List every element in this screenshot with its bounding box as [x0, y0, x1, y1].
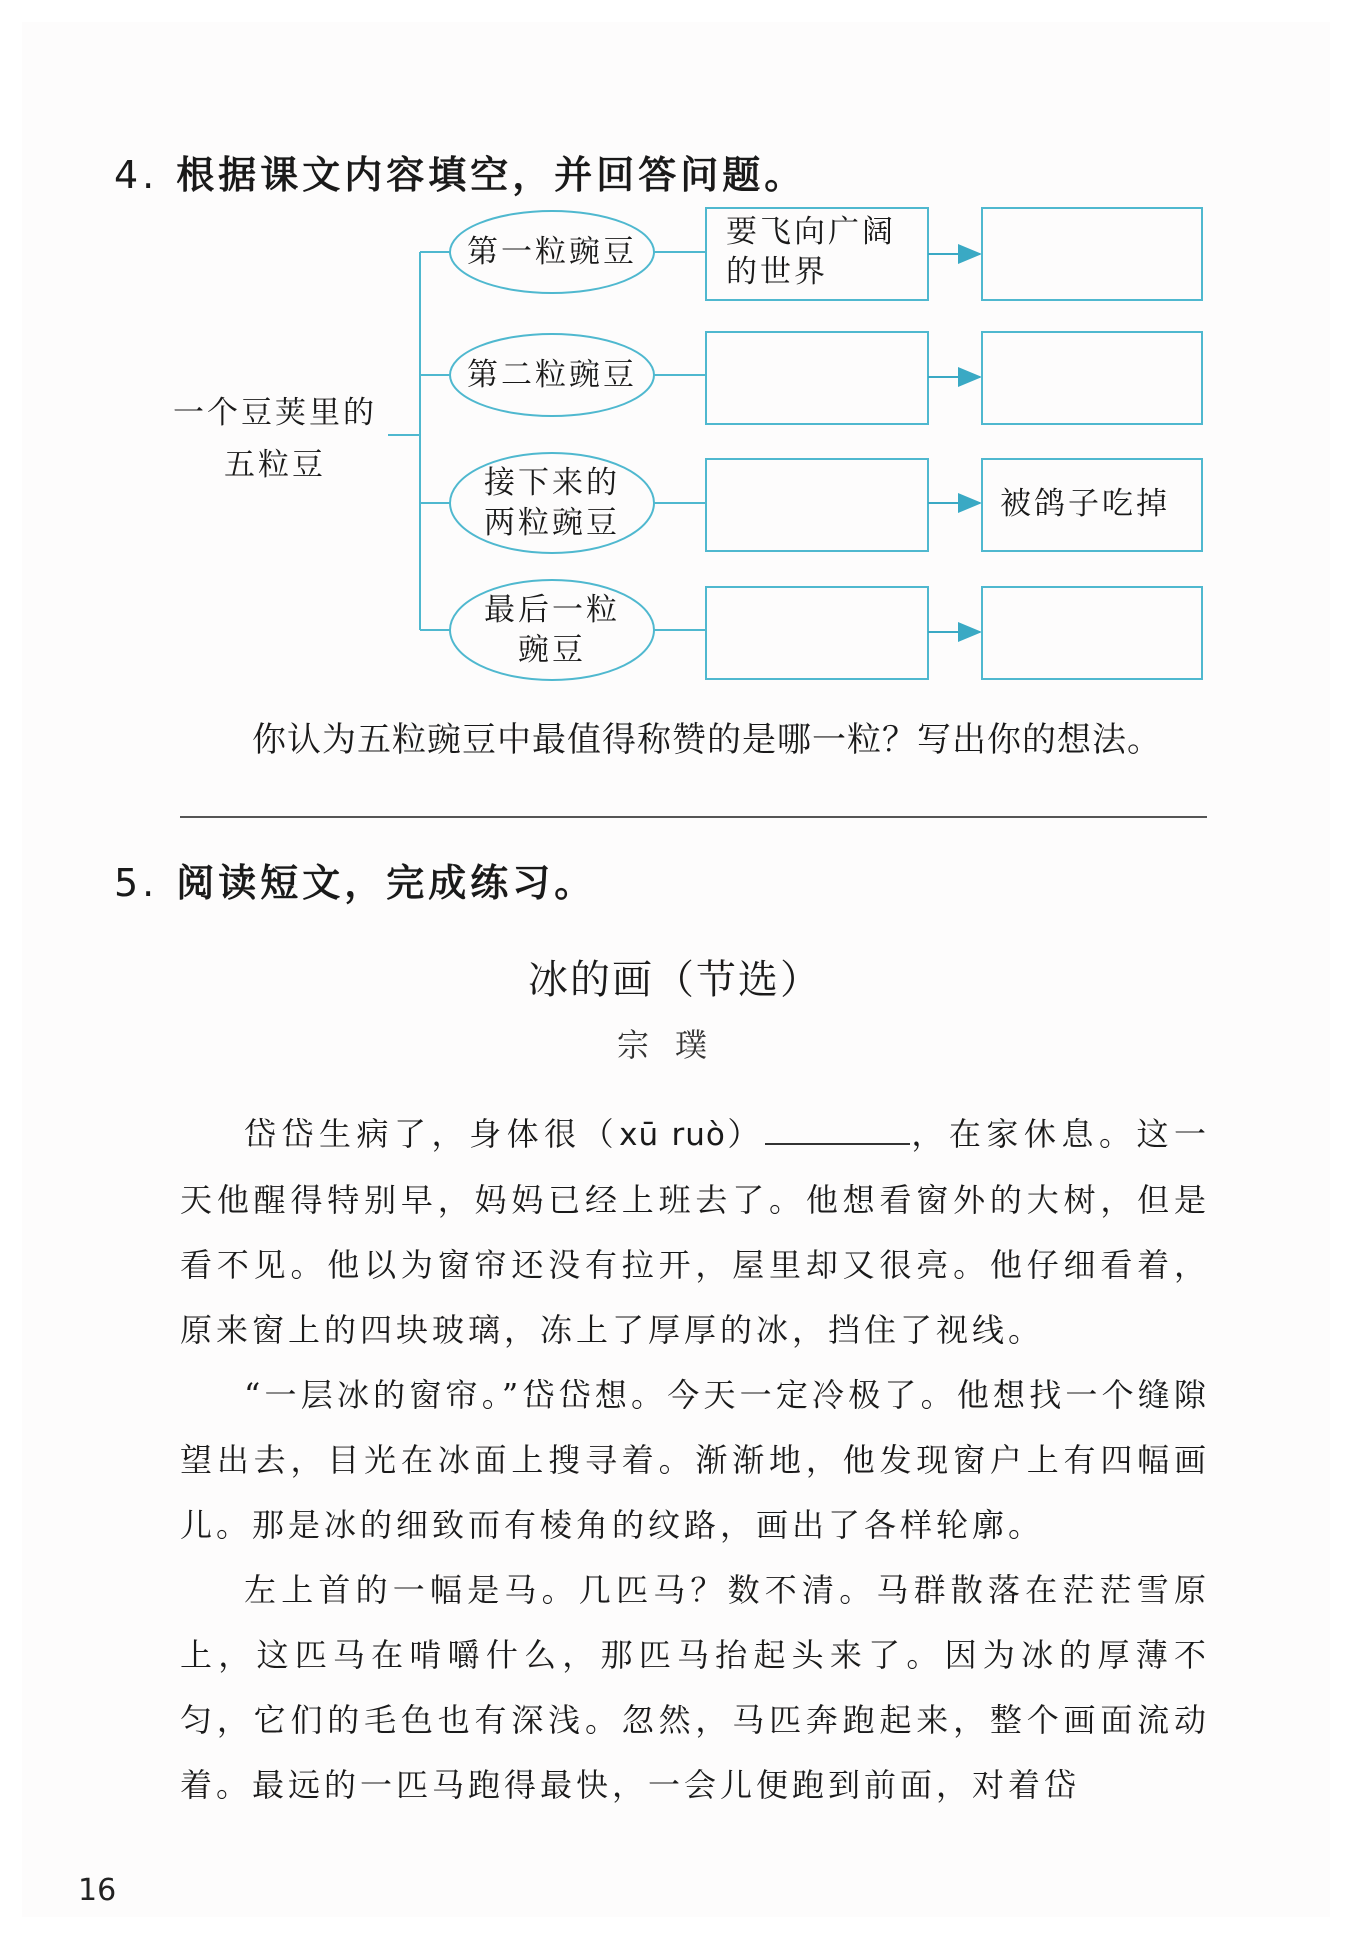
branch-1-box-2	[982, 208, 1202, 300]
fill-blank[interactable]	[765, 1111, 910, 1145]
branch-3-box-2-text	[1000, 484, 1200, 524]
root-label-line-2: 五粒豆	[224, 447, 326, 483]
branch-1-box-1-line-2: 的世界	[726, 254, 828, 290]
question-5-text: 阅读短文，完成练习。	[176, 861, 597, 905]
branch-3-label-line-2: 两粒豌豆	[484, 505, 620, 541]
branch-1-box-1-line-1: 要飞向广阔	[726, 214, 896, 250]
root-label-line-1: 一个豆荚里的	[173, 395, 377, 431]
branch-4-label-line-2: 豌豆	[518, 632, 586, 668]
root-label	[160, 393, 390, 485]
branch-3-box-1	[706, 459, 928, 551]
article-paragraph-1	[180, 1102, 1210, 1363]
question-4-prompt: 你认为五粒豌豆中最值得称赞的是哪一粒？写出你的想法。	[252, 720, 1162, 760]
branch-4-box-1	[706, 587, 928, 679]
question-5-number: 5.	[114, 861, 159, 905]
branch-3-label	[450, 463, 654, 543]
branch-2-label-line-1: 第二粒豌豆	[467, 357, 637, 393]
p1-after-text: ，在家休息。这一天他醒得特别早，妈妈已经上班去了。他想看窗外的大树，但是看不见。他以为窗帘还没有拉开，屋里却又很亮。他仔细看着，原来窗上的四块玻璃，冻上了厚厚的冰，挡住了视线。	[180, 1115, 1210, 1349]
branch-4-label	[450, 590, 654, 670]
article-paragraph-2: “一层冰的窗帘。”岱岱想。今天一定冷极了。他想找一个缝隙望出去，目光在冰面上搜寻着。渐渐地，他发现窗户上有四幅画儿。那是冰的细致而有棱角的纹路，画出了各样轮廓。	[180, 1376, 1210, 1544]
branch-1-label-line-1: 第一粒豌豆	[467, 234, 637, 270]
branch-4-label-line-1: 最后一粒	[484, 592, 620, 628]
branch-2-box-2	[982, 332, 1202, 424]
article-paragraph-3: 左上首的一幅是马。几匹马？数不清。马群散落在茫茫雪原上，这匹马在啃嚼什么，那匹马抬起头来了。因为冰的厚薄不匀，它们的毛色也有深浅。忽然，马匹奔跑起来，整个画面流动着。最远的一匹马跑得最快，一会儿便跑到前面，对着岱	[180, 1571, 1210, 1804]
question-5-title	[114, 852, 596, 907]
p1-close-paren: ）	[725, 1115, 765, 1153]
question-4-text: 根据课文内容填空，并回答问题。	[176, 153, 807, 197]
branch-1-box-1-text	[726, 212, 926, 292]
branch-3-label-line-1: 接下来的	[484, 465, 620, 501]
answer-line[interactable]	[180, 816, 1207, 818]
tree-diagram	[0, 0, 1350, 720]
p1-before-text: 岱岱生病了，身体很（	[244, 1115, 620, 1153]
article-body	[180, 1102, 1210, 1818]
branch-3-box-2-line-1: 被鸽子吃掉	[1000, 486, 1170, 522]
page-number: 16	[78, 1873, 117, 1908]
branch-2-label	[450, 355, 654, 395]
article-title: 冰的画（节选）	[528, 957, 822, 1003]
question-4-number: 4.	[114, 153, 159, 197]
pinyin-hint: xū ruò	[619, 1117, 726, 1153]
branch-2-box-1	[706, 332, 928, 424]
branch-4-box-2	[982, 587, 1202, 679]
branch-1-label	[450, 232, 654, 272]
article-author: 宗璞	[616, 1026, 733, 1064]
